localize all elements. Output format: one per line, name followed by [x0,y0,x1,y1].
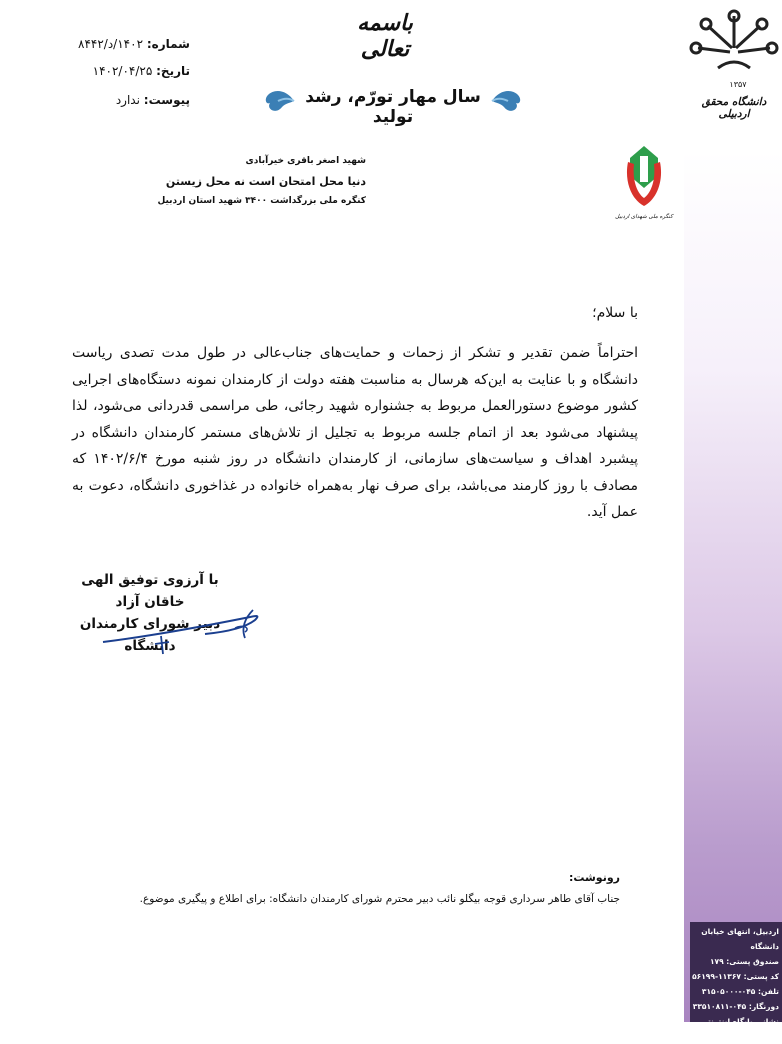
handwritten-signature-icon [95,598,275,658]
attachment-value: ندارد [115,93,140,107]
letter-number [60,37,190,51]
congress-line-3: کنگره ملی بزرگداشت ۳۴۰۰ شهید استان اردبیل [157,196,366,206]
signer-name: خاقان آزاد [115,594,185,610]
contact-phone: تلفن: ۰۴۵-۳۱۵۰۵۰۰۰ [701,987,779,996]
contact-website: نشانی پایگاه اینترنتی دانشگاه [700,1017,779,1041]
university-year: ۱۳۵۷ [729,80,747,89]
attachment-label: پیوست: [143,93,190,107]
date-label: تاریخ: [156,64,190,78]
letter-date [60,64,190,78]
copies-line: جناب آقای طاهر سرداری قوجه بیگلو نائب دبیر محترم شورای کارمندان دانشگاه: برای اطلاع و پیگیری موضوع. [139,893,620,905]
greeting: با سلام؛ [592,305,638,321]
congress-logo-text: کنگره ملی شهدای اردبیل [615,214,673,220]
university-name: دانشگاه محقق اردبیلی [701,96,767,120]
congress-line-2: دنیا محل امتحان است نه محل زیستن [165,175,366,188]
contact-fax: دورنگار: ۰۴۵-۳۳۵۱۰۸۱۱ [692,1002,779,1011]
letter-attachment [60,93,190,107]
date-value: ۱۴۰۲/۰۴/۲۵ [92,64,153,78]
congress-logo [614,142,674,234]
signer-title: دبیر شورای کارمندان دانشگاه [79,616,221,654]
ornament-left-icon [262,85,296,117]
number-label: شماره: [146,37,190,51]
copies-title: رونوشت: [568,871,620,884]
university-emblem-icon [688,8,780,88]
contact-po-box: صندوق پستی: ۱۷۹ [709,957,779,966]
slogan-text: سال مهار تورّم، رشد تولید [305,87,481,127]
congress-line-1: شهید اصغر باقری خیرآبادی [245,156,366,166]
university-logo [688,8,780,120]
bismillah-heading: باسمه تعالی [357,10,413,62]
congress-emblem-icon [614,142,674,212]
footer-contact-box [690,922,782,1041]
contact-address: اردبیل، انتهای خیابان دانشگاه [701,927,779,951]
number-value: ۱۴۰۲/د/۸۴۴۲ [78,37,144,51]
year-slogan-banner [262,85,524,127]
closing-line: با آرزوی توفیق الهی [81,572,219,588]
ornament-right-icon [490,85,524,117]
contact-postal-code: کد پستی: ۱۱۳۶۷-۵۶۱۹۹ [692,972,779,981]
letter-body: احتراماً ضمن تقدیر و تشکر از زحمات و حمایت‌های جناب‌عالی در طول مدت تصدی ریاست دانشگاه و با عنایت به این‌که هرسال به مناسبت هفته دولت از کارمندان نمونه دستگاه‌های اجرایی کشور موضوع دستورالعمل مربوط به جشنواره شهید رجائی، طی مراسمی قدردانی می‌شود، لذا پیشنهاد می‌شود بعد از اتمام جلسه مربوط به تجلیل از تلاش‌های مستمر کارمندان دانشگاه در پیشبرد اهداف و سیاست‌های سازمانی، از کارمندان دانشگاه در روز شنبه مورخ ۱۴۰۲/۶/۴ که مصادف با روز کارمند می‌باشد، برای صرف نهار به‌همراه خانواده در غذاخوری دانشگاه، دعوت به عمل آید. [72,345,639,520]
side-purple-strip [684,150,782,1022]
